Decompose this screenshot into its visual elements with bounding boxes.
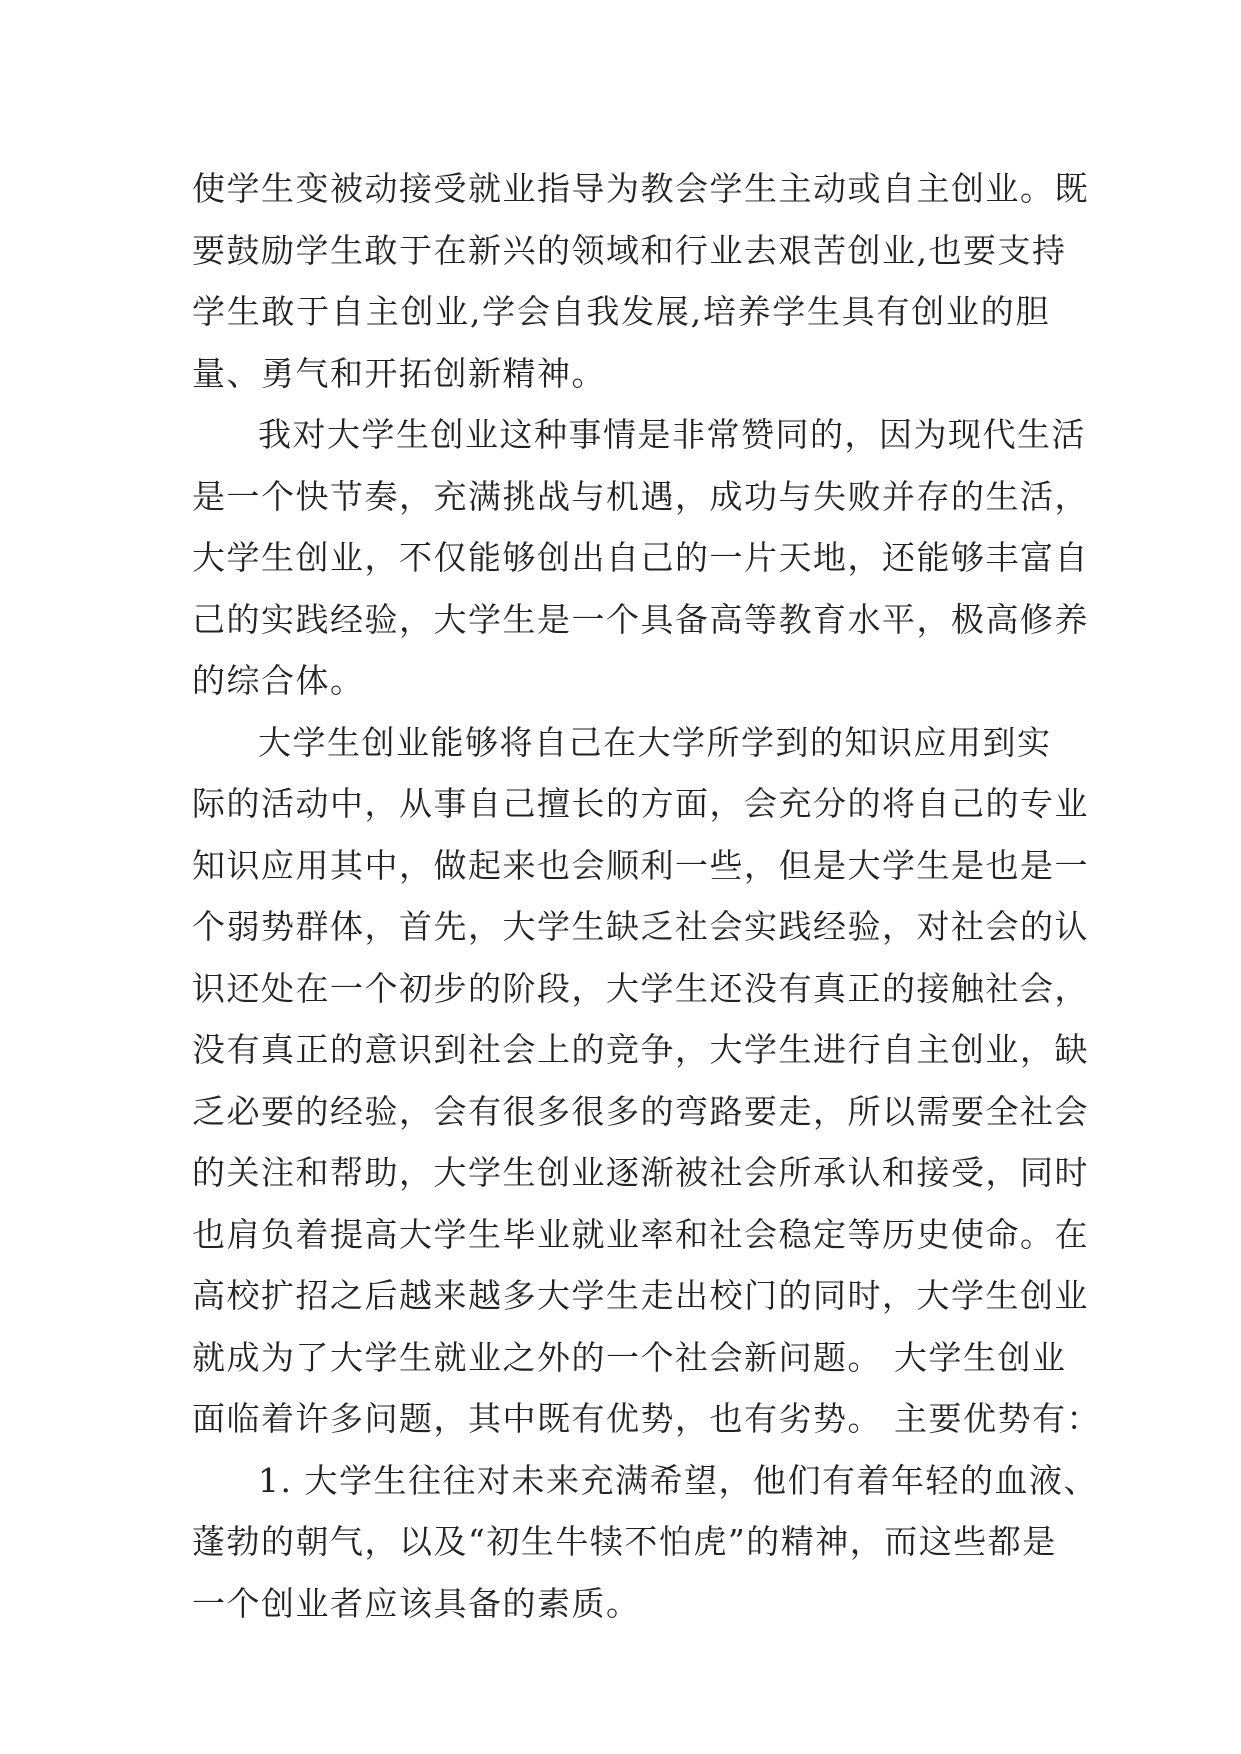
document-body bbox=[192, 158, 1101, 1634]
paragraph-4-line-1: 1. 大学生往往对未来充满希望，他们有着年轻的血液、 bbox=[258, 1460, 1098, 1500]
paragraph-3-line-7: 乏必要的经验，会有很多很多的弯路要走，所以需要全社会 bbox=[192, 1091, 1089, 1131]
paragraph-1-line-2: 要鼓励学生敢于在新兴的领域和行业去艰苦创业,也要支持 bbox=[192, 230, 1067, 270]
paragraph-2-line-3: 大学生创业，不仅能够创出自己的一片天地，还能够丰富自 bbox=[192, 538, 1089, 577]
paragraph-4-line-2: 蓬勃的朝气，以及“初生牛犊不怕虎”的精神，而这些都是 bbox=[192, 1522, 1057, 1561]
paragraph-3-line-1: 大学生创业能够将自己在大学所学到的知识应用到实 bbox=[258, 722, 1052, 762]
paragraph-3-line-5: 识还处在一个初步的阶段，大学生还没有真正的接触社会， bbox=[192, 968, 1089, 1008]
paragraph-2-line-2: 是一个快节奏，充满挑战与机遇，成功与失败并存的生活， bbox=[192, 476, 1089, 516]
paragraph-4-line-3: 一个创业者应该具备的素质。 bbox=[192, 1583, 641, 1623]
paragraph-2-line-5: 的综合体。 bbox=[192, 661, 365, 700]
paragraph-2-line-4: 己的实践经验，大学生是一个具备高等教育水平，极高修养 bbox=[192, 599, 1089, 639]
paragraph-3-line-12: 面临着许多问题，其中既有优势，也有劣势。 主要优势有： bbox=[192, 1399, 1101, 1438]
paragraph-3-line-9: 也肩负着提高大学生毕业就业率和社会稳定等历史使命。在 bbox=[192, 1214, 1089, 1254]
paragraph-2-line-1: 我对大学生创业这种事情是非常赞同的，因为现代生活 bbox=[258, 415, 1086, 454]
paragraph-1-line-1: 使学生变被动接受就业指导为教会学生主动或自主创业。既 bbox=[192, 169, 1089, 208]
paragraph-3-line-2: 际的活动中，从事自己擅长的方面，会充分的将自己的专业 bbox=[192, 784, 1089, 823]
paragraph-3-line-11: 就成为了大学生就业之外的一个社会新问题。 大学生创业 bbox=[192, 1337, 1067, 1377]
paragraph-3-line-8: 的关注和帮助，大学生创业逐渐被社会所承认和接受，同时 bbox=[192, 1153, 1089, 1192]
paragraph-1-line-3: 学生敢于自主创业,学会自我发展,培养学生具有创业的胆 bbox=[192, 292, 1050, 331]
paragraph-3-line-6: 没有真正的意识到社会上的竞争，大学生进行自主创业，缺 bbox=[192, 1030, 1089, 1069]
paragraph-3-line-10: 高校扩招之后越来越多大学生走出校门的同时，大学生创业 bbox=[192, 1276, 1089, 1315]
paragraph-3-line-3: 知识应用其中，做起来也会顺利一些，但是大学生是也是一 bbox=[192, 845, 1089, 885]
paragraph-1-line-4: 量、勇气和开拓创新精神。 bbox=[192, 353, 606, 393]
paragraph-3-line-4: 个弱势群体，首先，大学生缺乏社会实践经验，对社会的认 bbox=[192, 907, 1089, 946]
